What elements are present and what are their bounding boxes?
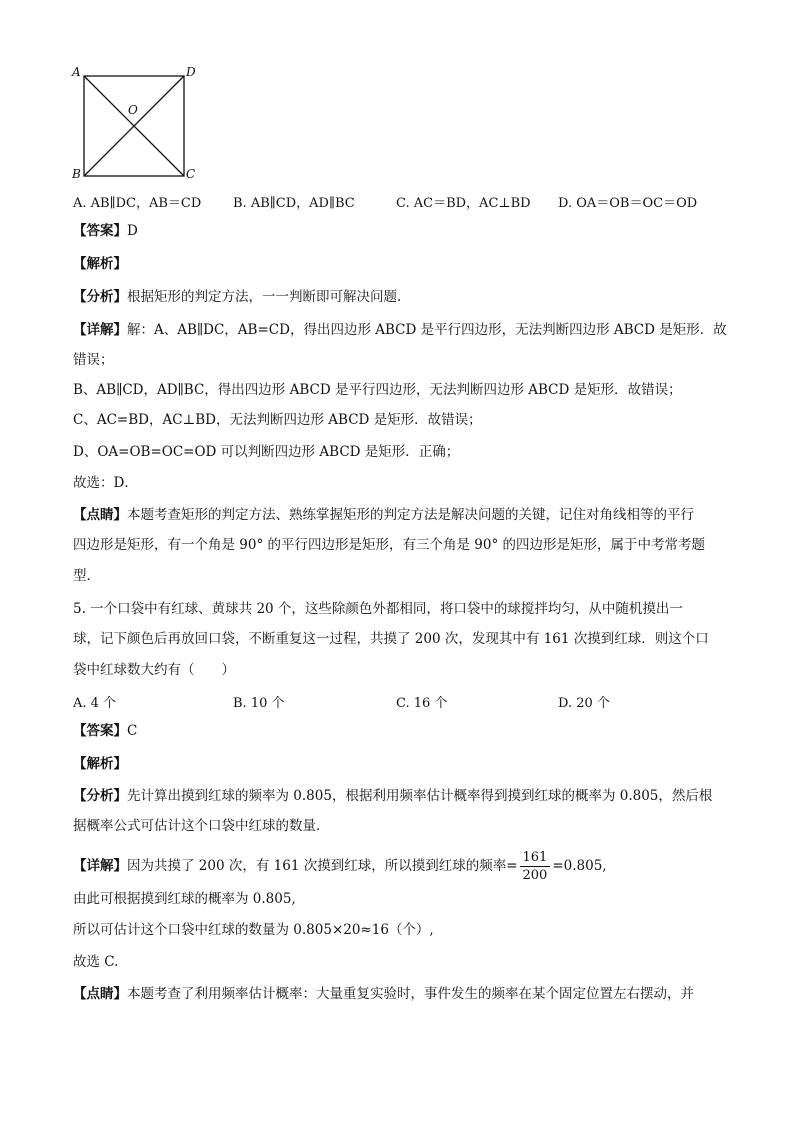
answer-value: C <box>127 723 138 739</box>
detail-tag: 【详解】 <box>73 322 127 338</box>
answer-value: D <box>127 223 138 239</box>
comment-text: 本题考查矩形的判定方法、熟练掌握矩形的判定方法是解决问题的关键，记住对角线相等的平行 <box>127 507 694 523</box>
q4-fenxi <box>73 287 723 307</box>
detail-text: 因为共摸了 200 次，有 161 次摸到红球，所以摸到红球的频率= <box>127 858 518 874</box>
analysis-tag: 【解析】 <box>73 256 127 272</box>
q5-detail-line-3: 所以可估计这个口袋中红球的数量为 0.805×20≈16（个）, <box>73 922 434 938</box>
q5-option-b: B. 10 个 <box>233 696 285 711</box>
q4-answer <box>73 221 723 241</box>
q5-stem-line-3: 袋中红球数大约有（ ） <box>73 662 235 678</box>
q5-answer <box>73 721 723 741</box>
answer-tag: 【答案】 <box>73 223 127 239</box>
q4-option-b: B. AB∥CD，AD∥BC <box>233 196 355 211</box>
detail-tag: 【详解】 <box>73 858 127 874</box>
q5-stem-line-2: 球，记下颜色后再放回口袋，不断重复这一过程，共摸了 200 次，发现其中有 161 次摸到红球．则这个口 <box>73 631 709 647</box>
fenxi-text: 先计算出摸到红球的频率为 0.805，根据利用频率估计概率得到摸到红球的概率为 0.805，然后根 <box>127 788 713 804</box>
label-d: D <box>186 65 196 79</box>
fenxi-tag: 【分析】 <box>73 289 127 305</box>
q4-option-c: C. AC＝BD，AC⊥BD <box>396 196 531 211</box>
q4-option-d: D. OA＝OB＝OC＝OD <box>558 196 698 211</box>
fraction-numerator: 161 <box>520 849 551 867</box>
q4-option-a: A. AB∥DC，AB＝CD <box>73 196 202 211</box>
answer-tag: 【答案】 <box>73 723 127 739</box>
q4-detail-line-3: B、AB∥CD，AD∥BC，得出四边形 ABCD 是平行四边形，无法判断四边形 ABCD 是矩形．故错误； <box>73 382 682 398</box>
q4-detail-line-1 <box>73 320 727 340</box>
label-c: C <box>186 167 196 181</box>
q5-analysis-heading <box>73 754 723 774</box>
square-abcd-figure <box>70 64 210 182</box>
q4-analysis-heading <box>73 254 723 274</box>
q5-comment-line-1 <box>73 984 723 1004</box>
q4-detail-line-5: D、OA=OB=OC=OD 可以判断四边形 ABCD 是矩形．正确； <box>73 444 460 460</box>
q5-option-a: A. 4 个 <box>73 696 117 711</box>
fenxi-tag: 【分析】 <box>73 788 127 804</box>
label-b: B <box>72 167 81 181</box>
q5-option-c: C. 16 个 <box>396 696 448 711</box>
q5-stem-line-1: 5. 一个口袋中有红球、黄球共 20 个，这些除颜色外都相同，将口袋中的球搅拌均匀，从中随机摸出一 <box>73 601 683 617</box>
q5-fenxi-line-2: 据概率公式可估计这个口袋中红球的数量． <box>73 818 330 834</box>
q4-comment-line-3: 型． <box>73 568 100 584</box>
fraction-denominator: 200 <box>522 868 548 883</box>
comment-tag: 【点睛】 <box>73 986 127 1002</box>
fenxi-text: 根据矩形的判定方法，一一判断即可解决问题． <box>127 289 411 305</box>
q4-detail-line-2: 错误； <box>73 352 114 368</box>
q5-detail-line-4: 故选 C. <box>73 954 119 970</box>
q5-detail-line-1 <box>73 846 723 886</box>
fraction-161-200 <box>520 849 551 884</box>
analysis-tag: 【解析】 <box>73 756 127 772</box>
q4-detail-line-6: 故选：D． <box>73 475 138 491</box>
detail-text: 解：A、AB∥DC，AB=CD，得出四边形 ABCD 是平行四边形，无法判断四边形 ABCD 是矩形．故 <box>127 322 727 338</box>
detail-text-result: =0.805, <box>552 858 607 874</box>
comment-text: 本题考查了利用频率估计概率：大量重复实验时，事件发生的频率在某个固定位置左右摆动，并 <box>127 986 694 1002</box>
q4-comment-line-1 <box>73 505 723 525</box>
q4-comment-line-2: 四边形是矩形，有一个角是 90° 的平行四边形是矩形，有三个角是 90° 的四边形是矩形，属于中考常考题 <box>73 537 706 553</box>
label-a: A <box>72 65 81 79</box>
q5-option-d: D. 20 个 <box>558 696 610 711</box>
comment-tag: 【点睛】 <box>73 507 127 523</box>
q4-detail-line-4: C、AC=BD，AC⊥BD，无法判断四边形 ABCD 是矩形．故错误； <box>73 412 482 428</box>
q5-detail-line-2: 由此可根据摸到红球的概率为 0.805, <box>73 891 296 907</box>
label-o: O <box>128 103 138 117</box>
q5-fenxi-line-1 <box>73 786 723 806</box>
